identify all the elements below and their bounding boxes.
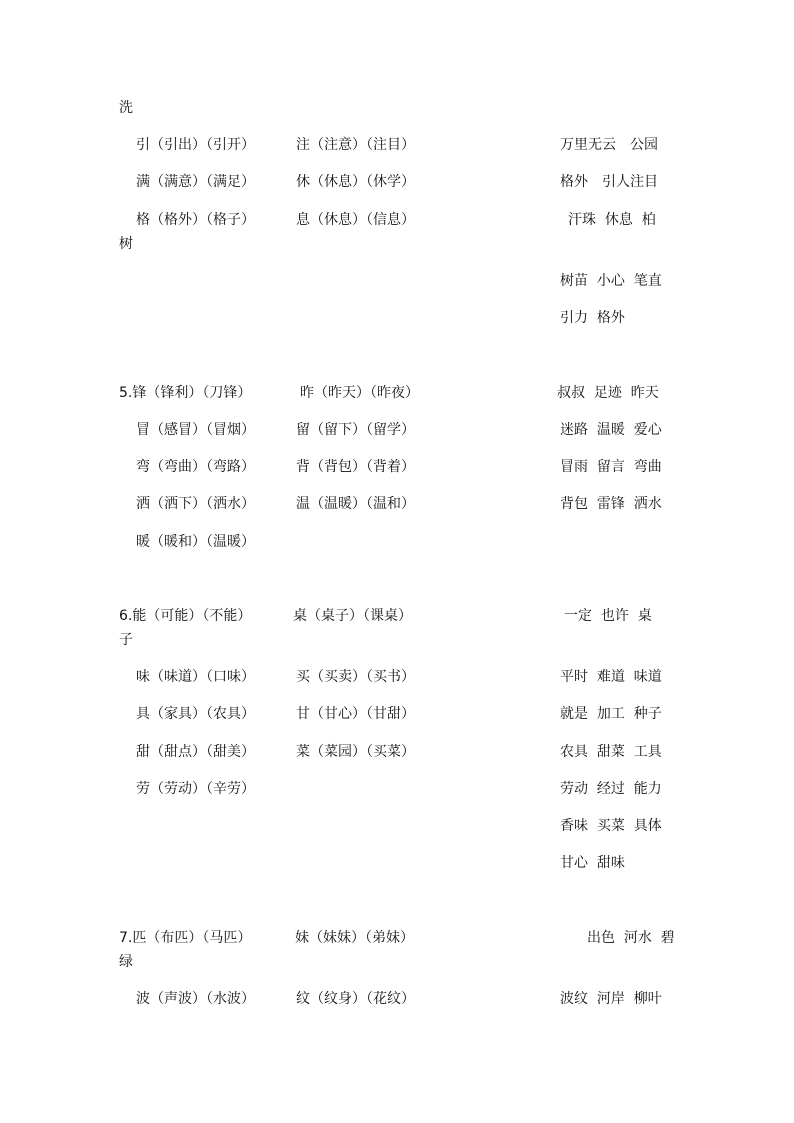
text-line: 甘心 甜味 [560, 855, 625, 871]
text-line: 背（背包）（背着） [296, 459, 415, 475]
text-line: 劳动 经过 能力 [560, 781, 662, 797]
text-line: 树苗 小心 笔直 [560, 273, 662, 289]
text-line: 引力 格外 [560, 310, 625, 326]
text-line: 暖（暖和）（温暖） [136, 534, 255, 550]
text-line: 温（温暖）（温和） [296, 496, 415, 512]
text-line: 子 [119, 632, 133, 648]
text-line: 洗 [119, 100, 133, 116]
text-line: 万里无云 公园 [560, 137, 658, 153]
text-line: 迷路 温暖 爱心 [560, 422, 662, 438]
text-line: 具（家具）（农具） [136, 706, 255, 722]
text-line: 留（留下）（留学） [296, 422, 415, 438]
text-line: 一定 也许 桌 [564, 608, 652, 624]
section-5-heading: 5.锋（锋利）（刀锋） [119, 385, 252, 401]
text-line: 格外 引人注目 [560, 174, 658, 190]
text-line: 妹（妹妹）（弟妹） [295, 930, 414, 946]
text-line: 甜（甜点）（甜美） [136, 744, 255, 760]
text-line: 树 [119, 236, 133, 252]
text-line: 买（买卖）（买书） [296, 669, 415, 685]
text-line: 味（味道）（口味） [136, 669, 255, 685]
text-line: 就是 加工 种子 [560, 706, 662, 722]
text-line: 格（格外）（格子） [136, 212, 255, 228]
text-line: 休（休息）（休学） [296, 174, 415, 190]
text-line: 弯（弯曲）（弯路） [136, 459, 255, 475]
text-line: 叔叔 足迹 昨天 [557, 385, 659, 401]
text-line: 昨（昨天）（昨夜） [300, 385, 419, 401]
text-line: 背包 雷锋 洒水 [560, 496, 662, 512]
text-line: 甘（甘心）（甘甜） [296, 706, 415, 722]
text-line: 绿 [119, 954, 133, 970]
text-line: 波纹 河岸 柳叶 [560, 991, 662, 1007]
text-line: 菜（菜园）（买菜） [296, 744, 415, 760]
section-7-heading: 7.匹（布匹）（马匹） [119, 930, 252, 946]
text-line: 注（注意）（注目） [296, 137, 415, 153]
text-line: 息（休息）（信息） [296, 212, 415, 228]
text-line: 冒（感冒）（冒烟） [136, 422, 255, 438]
text-line: 汗珠 休息 柏 [568, 212, 656, 228]
text-line: 出色 河水 碧 [587, 930, 675, 946]
text-line: 满（满意）（满足） [136, 174, 255, 190]
text-line: 波（声波）（水波） [136, 991, 255, 1007]
text-line: 纹（纹身）（花纹） [296, 991, 415, 1007]
text-line: 桌（桌子）（课桌） [293, 608, 412, 624]
text-line: 冒雨 留言 弯曲 [560, 459, 662, 475]
section-6-heading: 6.能（可能）（不能） [119, 608, 252, 624]
text-line: 劳（劳动）（辛劳） [136, 781, 255, 797]
text-line: 农具 甜菜 工具 [560, 744, 662, 760]
text-line: 香味 买菜 具体 [560, 818, 662, 834]
text-line: 引（引出）（引开） [136, 137, 255, 153]
text-line: 平时 难道 味道 [560, 669, 662, 685]
text-line: 洒（洒下）（洒水） [136, 496, 255, 512]
